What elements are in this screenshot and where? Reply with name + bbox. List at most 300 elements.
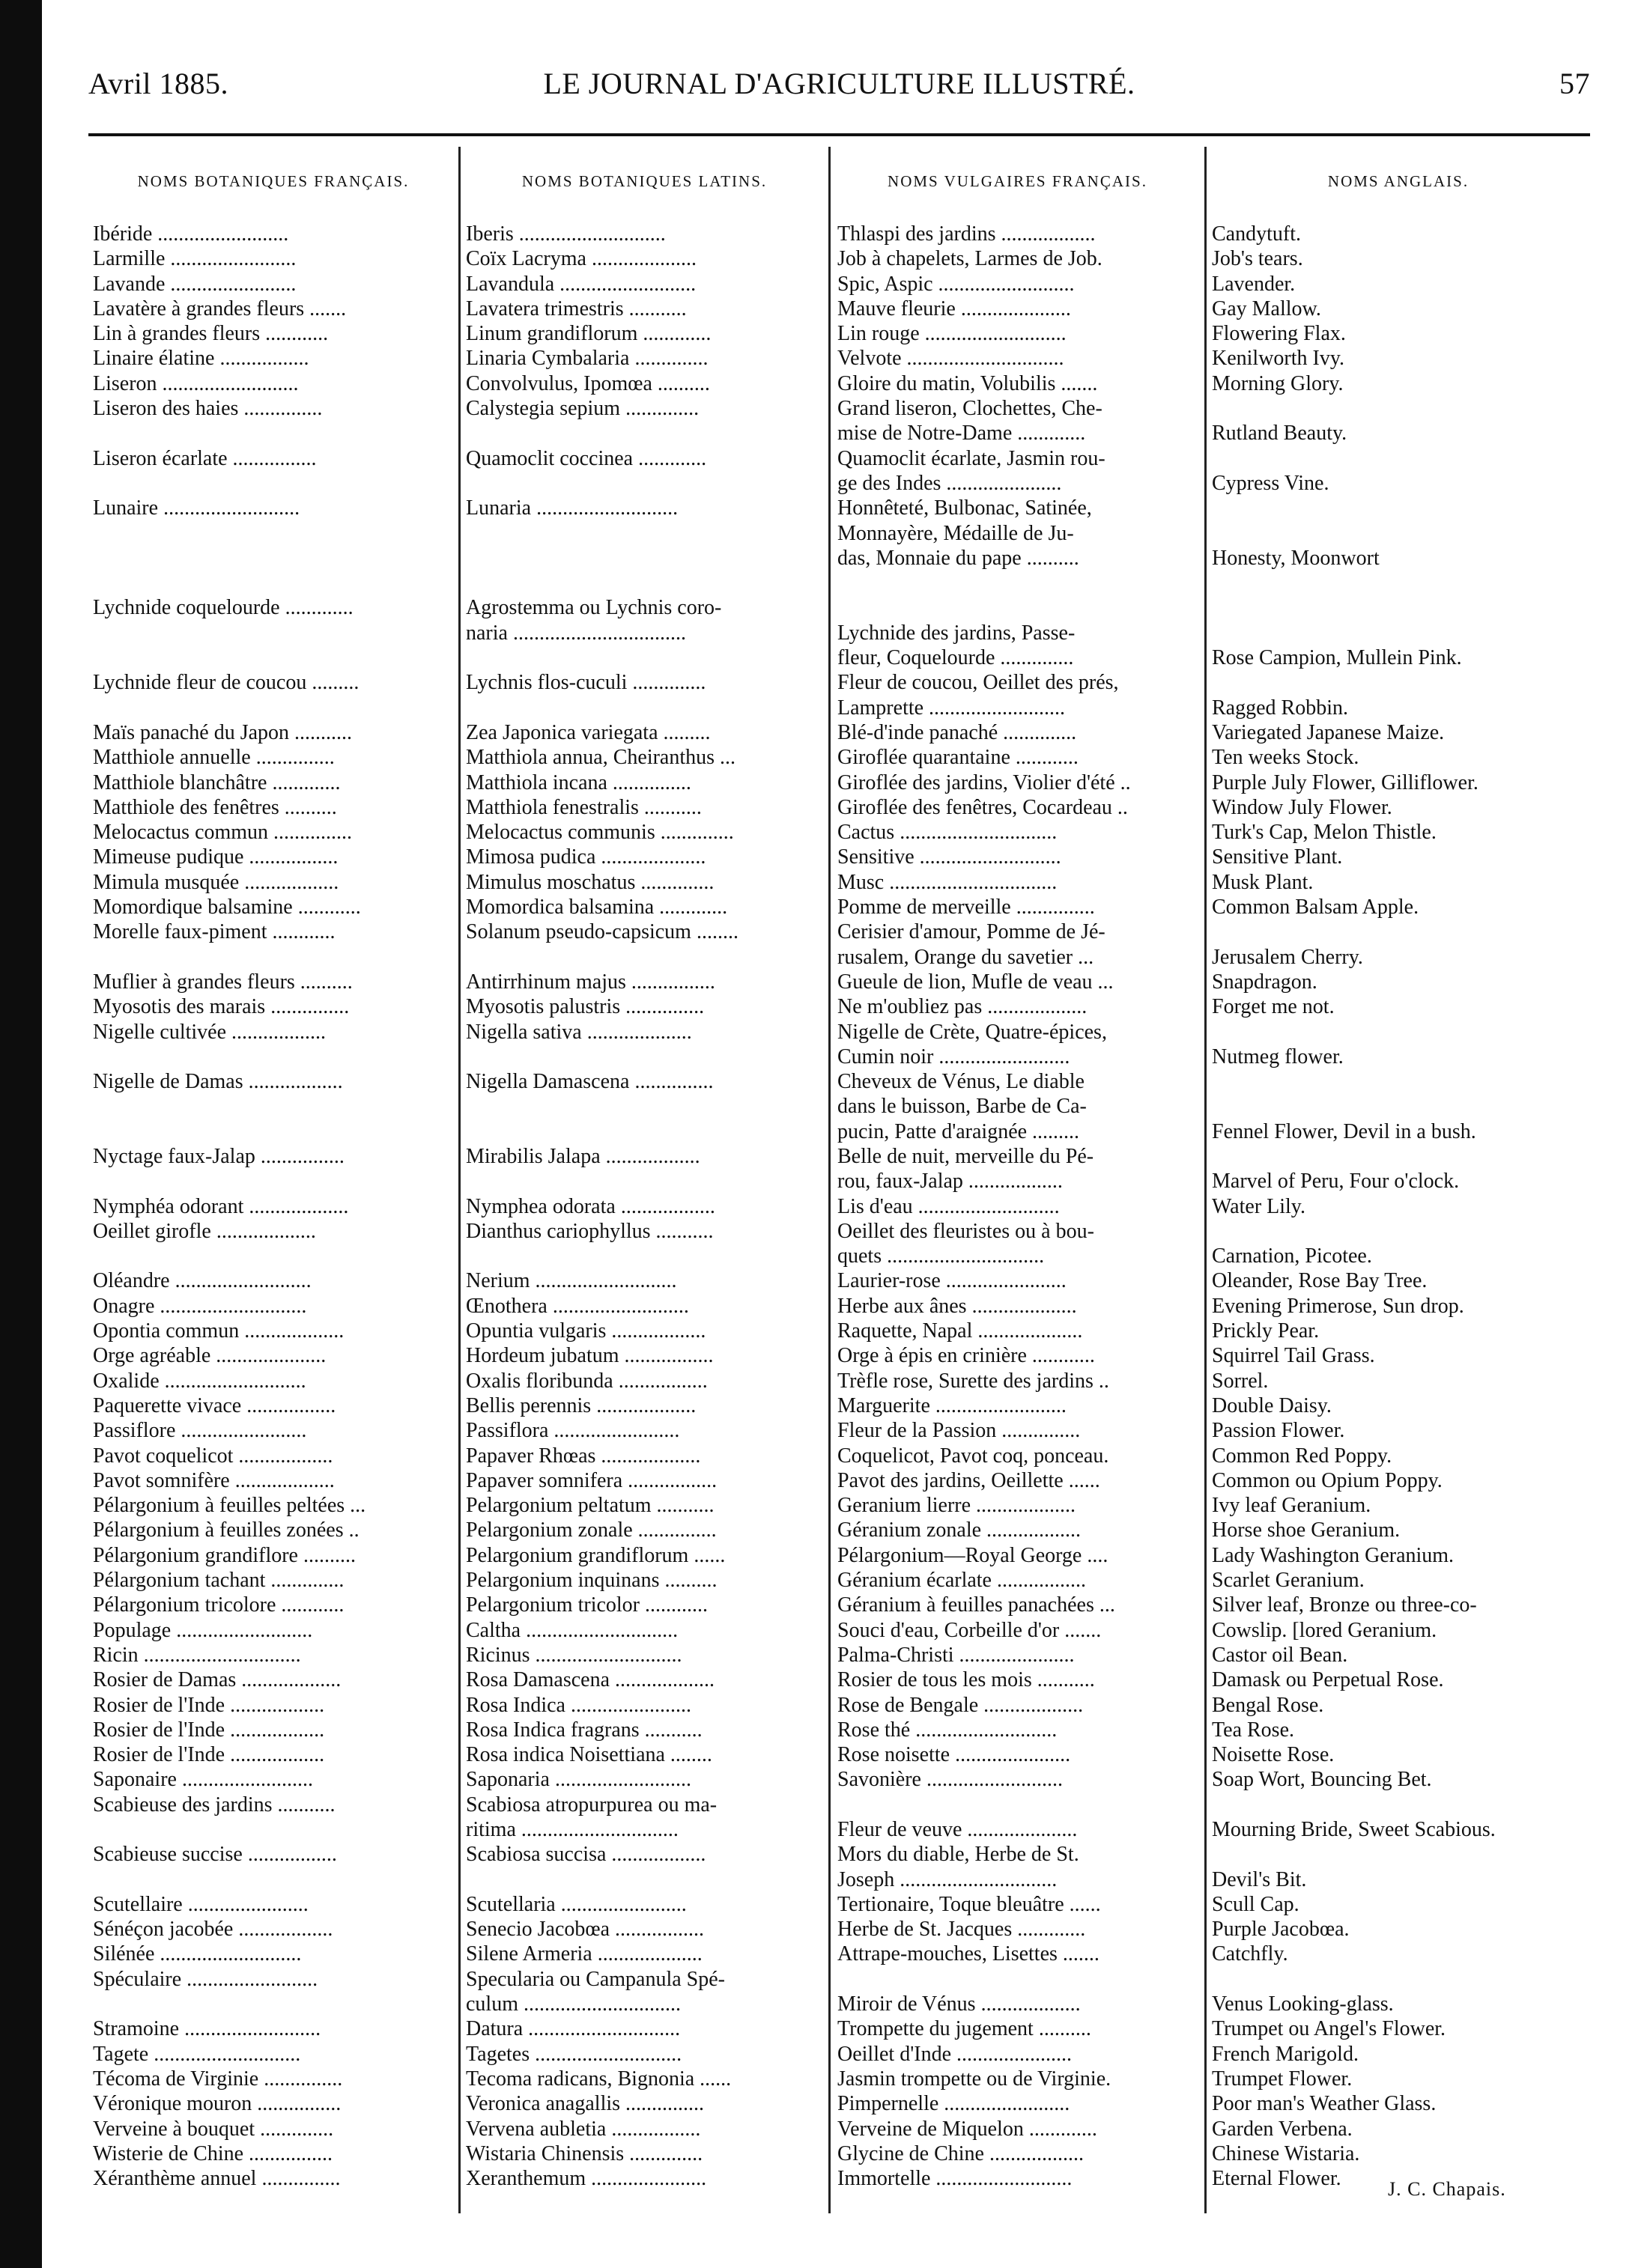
english-name: Water Lily. [1212, 1194, 1305, 1218]
latin-botanical-name: Bellis perennis ................... [466, 1393, 697, 1417]
english-name: Oleander, Rose Bay Tree. [1212, 1269, 1428, 1293]
english-name: Ivy leaf Geranium. [1212, 1494, 1371, 1518]
english-name: Double Daisy. [1212, 1393, 1332, 1417]
table-row [0, 621, 1647, 645]
english-name: Window July Flower. [1212, 795, 1392, 819]
english-name: Morning Glory. [1212, 371, 1344, 395]
latin-botanical-name: Scabiosa succisa .................. [466, 1843, 706, 1867]
table-row [0, 1444, 1647, 1468]
french-botanical-name: Lin à grandes fleurs ............ [93, 322, 329, 346]
column-header-latin-botanical: NOMS BOTANIQUES LATINS. [521, 172, 768, 190]
english-name: Mourning Bride, Sweet Scabious. [1212, 1818, 1496, 1841]
english-name: Eternal Flower. [1212, 2167, 1341, 2191]
table-row [0, 2016, 1647, 2041]
english-name: Ragged Robbin. [1212, 696, 1348, 720]
table-row [0, 1418, 1647, 1443]
latin-botanical-name: Opuntia vulgaris .................. [466, 1319, 706, 1343]
latin-botanical-name: Veronica anagallis ............... [466, 2092, 705, 2116]
table-row [0, 1169, 1647, 1194]
latin-botanical-name: Mimosa pudica .................... [466, 845, 706, 869]
table-row [0, 371, 1647, 396]
french-botanical-name: Oléandre .......................... [93, 1269, 312, 1293]
french-common-name: rou, faux-Jalap .................. [837, 1170, 1063, 1194]
french-common-name: Thlaspi des jardins .................. [837, 222, 1096, 246]
table-row [0, 1643, 1647, 1667]
table-row [0, 421, 1647, 446]
french-botanical-name: Pélargonium tricolore ............ [93, 1593, 345, 1617]
french-common-name: Rosier de tous les mois ........... [837, 1668, 1095, 1692]
french-botanical-name: Pélargonium à feuilles peltées ... [93, 1494, 366, 1518]
english-name: Jerusalem Cherry. [1212, 945, 1363, 969]
french-botanical-name: Scutellaire ....................... [93, 1892, 309, 1916]
english-name: Common Balsam Apple. [1212, 896, 1419, 919]
english-name: Bengal Rose. [1212, 1693, 1324, 1717]
latin-botanical-name: Lavatera trimestris ........... [466, 297, 687, 320]
french-botanical-name: Spéculaire ......................... [93, 1967, 318, 1991]
french-common-name: ge des Indes ...................... [837, 471, 1062, 495]
english-name: Carnation, Picotee. [1212, 1244, 1372, 1268]
english-name: Snapdragon. [1212, 970, 1317, 994]
french-botanical-name: Paquerette vivace ................. [93, 1393, 336, 1417]
french-botanical-name: Nigelle cultivée .................. [93, 1020, 327, 1044]
latin-botanical-name: Ricinus ............................ [466, 1643, 682, 1667]
french-botanical-name: Populage .......................... [93, 1618, 313, 1642]
table-row [0, 2067, 1647, 2091]
french-botanical-name: Véronique mouron ................ [93, 2092, 342, 2116]
table-row [0, 1892, 1647, 1917]
table-row [0, 222, 1647, 246]
english-name: Devil's Bit. [1212, 1867, 1307, 1891]
latin-botanical-name: Hordeum jubatum ................. [466, 1344, 714, 1368]
french-botanical-name: Oeillet girofle ................... [93, 1219, 316, 1243]
column-header-french-botanical: NOMS BOTANIQUES FRANÇAIS. [137, 172, 410, 190]
table-row [0, 2117, 1647, 2141]
table-row [0, 1618, 1647, 1643]
french-botanical-name: Passiflore ........................ [93, 1419, 307, 1443]
french-botanical-name: Myosotis des marais ............... [93, 995, 350, 1019]
latin-botanical-name: Matthiola fenestralis ........... [466, 795, 702, 819]
french-botanical-name: Momordique balsamine ............ [93, 896, 361, 919]
french-common-name: Gueule de lion, Mufle de veau ... [837, 970, 1114, 994]
table-row [0, 1219, 1647, 1244]
table-row [0, 1468, 1647, 1493]
latin-botanical-name: Senecio Jacobœa ................. [466, 1918, 705, 1942]
french-common-name: Job à chapelets, Larmes de Job. [837, 247, 1102, 271]
table-row [0, 970, 1647, 994]
french-botanical-name: Muflier à grandes fleurs .......... [93, 970, 353, 994]
latin-botanical-name: ritima .............................. [466, 1818, 679, 1841]
table-row [0, 1842, 1647, 1867]
english-name: Ten weeks Stock. [1212, 746, 1359, 770]
table-row [0, 1393, 1647, 1418]
latin-botanical-name: Oxalis floribunda ................. [466, 1369, 708, 1393]
french-botanical-name: Orge agréable ..................... [93, 1344, 327, 1368]
french-botanical-name: Rosier de l'Inde .................. [93, 1693, 325, 1717]
french-common-name: Ne m'oubliez pas ................... [837, 995, 1088, 1019]
french-common-name: Verveine de Miquelon ............. [837, 2117, 1097, 2141]
latin-botanical-name: Melocactus communis .............. [466, 821, 734, 845]
table-row [0, 1518, 1647, 1542]
table-row [0, 1917, 1647, 1942]
french-common-name: Glycine de Chine .................. [837, 2141, 1084, 2165]
table-row [0, 346, 1647, 371]
french-botanical-name: Onagre ............................ [93, 1294, 307, 1318]
french-botanical-name: Nymphéa odorant ................... [93, 1194, 349, 1218]
french-common-name: Attrape-mouches, Lisettes ....... [837, 1942, 1099, 1966]
french-botanical-name: Lychnide coquelourde ............. [93, 596, 354, 620]
table-row [0, 471, 1647, 496]
latin-botanical-name: Pelargonium tricolor ............ [466, 1593, 708, 1617]
french-common-name: Laurier-rose ....................... [837, 1269, 1067, 1293]
french-botanical-name: Linaire élatine ................. [93, 347, 309, 371]
french-common-name: Géranium écarlate ................. [837, 1569, 1086, 1593]
table-row [0, 770, 1647, 795]
column-header-french-common: NOMS VULGAIRES FRANÇAIS. [888, 172, 1147, 190]
french-common-name: Quamoclit écarlate, Jasmin rou- [837, 446, 1105, 470]
french-common-name: Lamprette .......................... [837, 696, 1066, 720]
table-row [0, 1369, 1647, 1393]
french-botanical-name: Lavande ........................ [93, 272, 297, 296]
french-common-name: fleur, Coquelourde .............. [837, 646, 1074, 670]
french-common-name: Monnayère, Médaille de Ju- [837, 521, 1074, 545]
english-name: Cypress Vine. [1212, 471, 1329, 495]
english-name: Chinese Wistaria. [1212, 2141, 1360, 2165]
latin-botanical-name: Myosotis palustris ............... [466, 995, 705, 1019]
english-name: Silver leaf, Bronze ou three-co- [1212, 1593, 1477, 1617]
table-row [0, 1020, 1647, 1045]
french-common-name: Cheveux de Vénus, Le diable [837, 1070, 1085, 1094]
table-row [0, 321, 1647, 346]
english-name: Damask ou Perpetual Rose. [1212, 1668, 1444, 1692]
table-row [0, 571, 1647, 595]
latin-botanical-name: Quamoclit coccinea ............. [466, 446, 707, 470]
english-name: Prickly Pear. [1212, 1319, 1320, 1343]
latin-botanical-name: Passiflora ........................ [466, 1419, 680, 1443]
english-name: Horse shoe Geranium. [1212, 1518, 1401, 1542]
table-row [0, 670, 1647, 695]
english-name: Trumpet Flower. [1212, 2067, 1353, 2091]
french-botanical-name: Nyctage faux-Jalap ................ [93, 1144, 345, 1168]
english-name: Trumpet ou Angel's Flower. [1212, 2017, 1446, 2041]
table-row [0, 521, 1647, 546]
english-name: Variegated Japanese Maize. [1212, 720, 1445, 744]
latin-botanical-name: Mirabilis Jalapa .................. [466, 1144, 700, 1168]
english-name: Sensitive Plant. [1212, 845, 1343, 869]
french-common-name: Palma-Christi ...................... [837, 1643, 1075, 1667]
latin-botanical-name: Scabiosa atropurpurea ou ma- [466, 1793, 718, 1816]
latin-botanical-name: Papaver Rhœas ................... [466, 1444, 701, 1468]
french-common-name: Herbe de St. Jacques ............. [837, 1918, 1086, 1942]
english-name: Tea Rose. [1212, 1718, 1295, 1742]
french-botanical-name: Opontia commun ................... [93, 1319, 345, 1343]
french-common-name: Giroflée quarantaine ............ [837, 746, 1079, 770]
latin-botanical-name: Iberis ............................ [466, 222, 666, 246]
english-name: Marvel of Peru, Four o'clock. [1212, 1170, 1460, 1194]
french-common-name: Gloire du matin, Volubilis ....... [837, 371, 1098, 395]
french-botanical-name: Scabieuse succise ................. [93, 1843, 337, 1867]
french-botanical-name: Liseron des haies ............... [93, 397, 323, 421]
french-botanical-name: Mimula musquée .................. [93, 870, 339, 894]
french-common-name: rusalem, Orange du savetier ... [837, 945, 1094, 969]
french-common-name: Rose noisette ...................... [837, 1743, 1071, 1767]
french-common-name: dans le buisson, Barbe de Ca- [837, 1095, 1087, 1119]
table-row [0, 595, 1647, 620]
latin-botanical-name: Rosa Indica fragrans ........... [466, 1718, 703, 1742]
english-name: Castor oil Bean. [1212, 1643, 1348, 1667]
english-name: Purple Jacobœa. [1212, 1918, 1350, 1942]
latin-botanical-name: Datura ............................. [466, 2017, 681, 2041]
french-common-name: Herbe aux ânes .................... [837, 1294, 1077, 1318]
latin-botanical-name: naria ................................. [466, 621, 686, 645]
french-common-name: Trompette du jugement .......... [837, 2017, 1091, 2041]
latin-botanical-name: Rosa indica Noisettiana ........ [466, 1743, 712, 1767]
french-common-name: Lin rouge ........................... [837, 322, 1067, 346]
english-name: Purple July Flower, Gilliflower. [1212, 770, 1478, 794]
french-common-name: Coquelicot, Pavot coq, ponceau. [837, 1444, 1109, 1468]
table-row [0, 1493, 1647, 1518]
french-botanical-name: Pélargonium tachant .............. [93, 1569, 345, 1593]
latin-botanical-name: Agrostemma ou Lychnis coro- [466, 596, 722, 620]
table-row [0, 820, 1647, 845]
table-row [0, 1767, 1647, 1792]
french-botanical-name: Morelle faux-piment ............ [93, 920, 336, 944]
page-number: 57 [1559, 67, 1590, 100]
latin-botanical-name: Matthiola annua, Cheiranthus ... [466, 746, 736, 770]
table-row [0, 446, 1647, 471]
french-common-name: quets .............................. [837, 1244, 1045, 1268]
french-common-name: pucin, Patte d'araignée ......... [837, 1119, 1080, 1143]
english-name: Flowering Flax. [1212, 322, 1346, 346]
english-name: Musk Plant. [1212, 870, 1314, 894]
english-name: Evening Primerose, Sun drop. [1212, 1294, 1464, 1318]
french-common-name: Marguerite ......................... [837, 1393, 1067, 1417]
french-botanical-name: Rosier de l'Inde .................. [93, 1718, 325, 1742]
french-common-name: Pavot des jardins, Oeillette ...... [837, 1468, 1100, 1492]
french-botanical-name: Sénéçon jacobée .................. [93, 1918, 333, 1942]
table-row [0, 1967, 1647, 1992]
latin-botanical-name: Rosa Indica ....................... [466, 1693, 691, 1717]
french-common-name: Tertionaire, Toque bleuâtre ...... [837, 1892, 1101, 1916]
table-row [0, 1667, 1647, 1692]
french-common-name: Honnêteté, Bulbonac, Satinée, [837, 496, 1092, 520]
latin-botanical-name: Nigella Damascena ............... [466, 1070, 714, 1094]
french-botanical-name: Saponaire ......................... [93, 1768, 313, 1792]
english-name: Lady Washington Geranium. [1212, 1543, 1455, 1567]
running-header [88, 66, 1590, 108]
latin-botanical-name: Calystegia sepium .............. [466, 397, 700, 421]
table-row [0, 720, 1647, 745]
latin-botanical-name: Pelargonium inquinans .......... [466, 1569, 718, 1593]
french-common-name: Fleur de veuve ..................... [837, 1818, 1078, 1841]
french-botanical-name: Ricin .............................. [93, 1643, 301, 1667]
latin-botanical-name: Nymphea odorata .................. [466, 1194, 715, 1218]
french-common-name: Grand liseron, Clochettes, Che- [837, 397, 1102, 421]
english-name: Rutland Beauty. [1212, 422, 1347, 446]
french-botanical-name: Pélargonium à feuilles zonées .. [93, 1518, 360, 1542]
french-common-name: Velvote .............................. [837, 347, 1064, 371]
table-row [0, 272, 1647, 297]
french-botanical-name: Scabieuse des jardins ........... [93, 1793, 336, 1816]
french-botanical-name: Pélargonium grandiflore .......... [93, 1543, 356, 1567]
latin-botanical-name: Zea Japonica variegata ......... [466, 720, 711, 744]
french-botanical-name: Mimeuse pudique ................. [93, 845, 339, 869]
french-common-name: mise de Notre-Dame ............. [837, 422, 1086, 446]
table-row [0, 945, 1647, 970]
table-row [0, 795, 1647, 820]
table-row [0, 1069, 1647, 1094]
english-name: Common ou Opium Poppy. [1212, 1468, 1443, 1492]
french-botanical-name: Stramoine .......................... [93, 2017, 321, 2041]
french-common-name: Souci d'eau, Corbeille d'or ....... [837, 1618, 1102, 1642]
french-common-name: Pomme de merveille ............... [837, 896, 1095, 919]
french-botanical-name: Técoma de Virginie ............... [93, 2067, 343, 2091]
english-name: Garden Verbena. [1212, 2117, 1353, 2141]
latin-botanical-name: Scutellaria ........................ [466, 1892, 687, 1916]
journal-title: LE JOURNAL D'AGRICULTURE ILLUSTRÉ. [543, 67, 1135, 100]
author-signature: J. C. Chapais. [1388, 2178, 1506, 2200]
french-common-name: Mauve fleurie ..................... [837, 297, 1071, 320]
latin-botanical-name: Linaria Cymbalaria .............. [466, 347, 709, 371]
latin-botanical-name: Rosa Damascena ................... [466, 1668, 715, 1692]
table-row [0, 870, 1647, 895]
table-row [0, 1742, 1647, 1767]
latin-botanical-name: Momordica balsamina ............. [466, 896, 728, 919]
french-common-name: Giroflée des jardins, Violier d'été .. [837, 770, 1131, 794]
french-common-name: Géranium zonale .................. [837, 1518, 1082, 1542]
latin-botanical-name: Nerium ........................... [466, 1269, 677, 1293]
french-common-name: Géranium à feuilles panachées ... [837, 1593, 1115, 1617]
french-botanical-name: Ibéride ......................... [93, 222, 289, 246]
table-row [0, 994, 1647, 1019]
latin-botanical-name: Matthiola incana ............... [466, 770, 691, 794]
french-common-name: Cactus .............................. [837, 821, 1058, 845]
latin-botanical-name: Specularia ou Campanula Spé- [466, 1967, 726, 1991]
table-row [0, 396, 1647, 421]
table-row [0, 1194, 1647, 1219]
french-common-name: Nigelle de Crète, Quatre-épices, [837, 1020, 1107, 1044]
french-common-name: Rose thé ........................... [837, 1718, 1058, 1742]
english-name: Lavender. [1212, 272, 1296, 296]
latin-botanical-name: Tecoma radicans, Bignonia ...... [466, 2067, 732, 2091]
table-row [0, 1319, 1647, 1343]
table-row [0, 1568, 1647, 1593]
french-botanical-name: Matthiole des fenêtres .......... [93, 795, 337, 819]
french-botanical-name: Larmille ........................ [93, 247, 297, 271]
english-name: Catchfly. [1212, 1942, 1288, 1966]
french-common-name: Trèfle rose, Surette des jardins .. [837, 1369, 1109, 1393]
table-row [0, 845, 1647, 869]
french-botanical-name: Rosier de l'Inde .................. [93, 1743, 325, 1767]
table-row [0, 1593, 1647, 1617]
french-botanical-name: Xéranthème annuel ............... [93, 2167, 341, 2191]
french-common-name: Oeillet d'Inde ...................... [837, 2042, 1072, 2066]
french-common-name: Spic, Aspic .......................... [837, 272, 1075, 296]
latin-botanical-name: Wistaria Chinensis .............. [466, 2141, 703, 2165]
table-row [0, 546, 1647, 571]
french-botanical-name: Lavatère à grandes fleurs ....... [93, 297, 347, 320]
latin-botanical-name: Dianthus cariophyllus ........... [466, 1219, 714, 1243]
english-name: Turk's Cap, Melon Thistle. [1212, 821, 1437, 845]
latin-botanical-name: Pelargonium peltatum ........... [466, 1494, 715, 1518]
latin-botanical-name: Antirrhinum majus ................ [466, 970, 715, 994]
english-name: Forget me not. [1212, 995, 1335, 1019]
french-botanical-name: Maïs panaché du Japon ........... [93, 720, 353, 744]
french-common-name: Mors du diable, Herbe de St. [837, 1843, 1079, 1867]
french-botanical-name: Liseron écarlate ................ [93, 446, 317, 470]
table-row [0, 1294, 1647, 1319]
latin-botanical-name: Caltha ............................. [466, 1618, 679, 1642]
english-name: Squirrel Tail Grass. [1212, 1344, 1375, 1368]
french-common-name: Fleur de coucou, Oeillet des prés, [837, 671, 1119, 695]
table-row [0, 1992, 1647, 2016]
plant-names-table [0, 222, 1647, 2191]
english-name: Noisette Rose. [1212, 1743, 1335, 1767]
table-row [0, 1817, 1647, 1842]
table-row [0, 1543, 1647, 1568]
latin-botanical-name: Œnothera .......................... [466, 1294, 689, 1318]
french-common-name: Lis d'eau ........................... [837, 1194, 1060, 1218]
french-botanical-name: Matthiole blanchâtre ............. [93, 770, 341, 794]
english-name: Gay Mallow. [1212, 297, 1321, 320]
english-name: Common Red Poppy. [1212, 1444, 1392, 1468]
latin-botanical-name: Lavandula .......................... [466, 272, 697, 296]
latin-botanical-name: Saponaria .......................... [466, 1768, 691, 1792]
table-row [0, 1094, 1647, 1119]
table-row [0, 1268, 1647, 1293]
table-row [0, 696, 1647, 720]
table-row [0, 1867, 1647, 1892]
table-row [0, 1244, 1647, 1268]
latin-botanical-name: Nigella sativa .................... [466, 1020, 692, 1044]
table-row [0, 1793, 1647, 1817]
latin-botanical-name: Mimulus moschatus .............. [466, 870, 715, 894]
french-botanical-name: Wisterie de Chine ................ [93, 2141, 333, 2165]
french-common-name: Pimpernelle ........................ [837, 2092, 1070, 2116]
table-row [0, 1045, 1647, 1069]
french-common-name: Joseph .............................. [837, 1867, 1058, 1891]
french-botanical-name: Nigelle de Damas .................. [93, 1070, 343, 1094]
english-name: Job's tears. [1212, 247, 1303, 271]
french-common-name: Oeillet des fleuristes ou à bou- [837, 1219, 1094, 1243]
english-name: Candytuft. [1212, 222, 1301, 246]
table-row [0, 1343, 1647, 1368]
issue-date: Avril 1885. [88, 67, 228, 100]
french-common-name: Savonière .......................... [837, 1768, 1063, 1792]
french-botanical-name: Lunaire .......................... [93, 496, 300, 520]
french-common-name: Miroir de Vénus ................... [837, 1992, 1081, 2016]
latin-botanical-name: Solanum pseudo-capsicum ........ [466, 920, 738, 944]
french-common-name: Lychnide des jardins, Passe- [837, 621, 1076, 645]
table-row [0, 2042, 1647, 2067]
french-common-name: Cumin noir ......................... [837, 1045, 1070, 1068]
english-name: Cowslip. [lored Geranium. [1212, 1618, 1437, 1642]
english-name: Honesty, Moonwort [1212, 546, 1380, 570]
table-row [0, 1144, 1647, 1169]
english-name: Soap Wort, Bouncing Bet. [1212, 1768, 1432, 1792]
table-row [0, 1718, 1647, 1742]
french-common-name: Fleur de la Passion ............... [837, 1419, 1081, 1443]
french-botanical-name: Tagete ............................ [93, 2042, 301, 2066]
table-row [0, 2091, 1647, 2116]
english-name: Rose Campion, Mullein Pink. [1212, 646, 1462, 670]
french-common-name: Cerisier d'amour, Pomme de Jé- [837, 920, 1105, 944]
latin-botanical-name: Coïx Lacryma .................... [466, 247, 697, 271]
latin-botanical-name: Linum grandiflorum ............. [466, 322, 712, 346]
table-row [0, 246, 1647, 271]
header-rule [88, 133, 1590, 136]
table-row [0, 2141, 1647, 2166]
french-botanical-name: Silénée ........................... [93, 1942, 302, 1966]
